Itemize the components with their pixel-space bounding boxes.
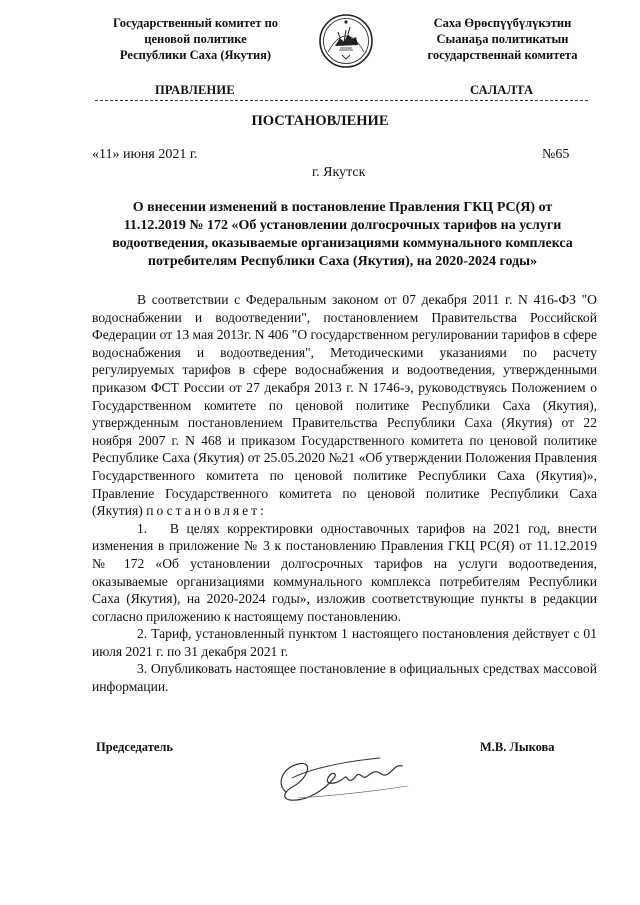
document-number: №65 — [542, 147, 570, 162]
resolves-text: постановляет: — [146, 503, 267, 519]
preamble-text: В соответствии с Федеральным законом от 07 декабря 2011 г. N 416-ФЗ "О водоснабжении и водоотведении", постановлением Правительства Российской Федерации от 13 мая 2013г. N 406 "О государственном регулировании тарифов в сфере водоснабжения и водоотведения", Методическими указаниями по расчету регулируемых тарифов в сфере водоснабжения и водоотведения, утвержденными приказом ФСТ России от 27 декабря 2013 г. N 1746-э, руководствуясь Положением о Государственном комитете по ценовой политике Республики Саха (Якутия), утвержденным постановлением Правительства Республики Саха (Якутия) от 22 ноября 2007 г. N 468 и приказом Государственного комитета по ценовой политике Республике Саха (Якутия) от 25.05.2020 №21 «Об утверждении Положения Правления Государственного комитета по ценовой политике Республики Саха (Якутия)», Правление Государственного комитета по ценовой политике Республики Саха (Якутия) — [92, 292, 597, 519]
document-city: г. Якутск — [312, 165, 366, 180]
signatory-position: Председатель — [96, 740, 174, 754]
issuer-line: Саха Өрөспүүбүлүкэтин — [433, 16, 572, 30]
board-label-yakut: САЛАЛТА — [470, 83, 534, 97]
document-body — [92, 291, 597, 696]
document-date: «11» июня 2021 г. — [92, 147, 198, 162]
issuer-line: Сыанаҕа политикатын — [436, 32, 569, 46]
resolution-item: 2. Тариф, установленный пунктом 1 настоящего постановления действует с 01 июля 2021 г. по 31 декабря 2021 г. — [92, 626, 597, 659]
issuer-line: государственнай комитета — [427, 48, 578, 62]
issuer-line: Государственный комитет по — [112, 16, 279, 30]
document-type-title: ПОСТАНОВЛЕНИЕ — [251, 113, 389, 129]
issuer-name-yakut — [400, 15, 605, 63]
header-divider — [95, 100, 588, 101]
board-label-russian: ПРАВЛЕНИЕ — [155, 83, 235, 97]
issuer-line: ценовой политике — [144, 32, 247, 46]
preamble-paragraph — [92, 291, 597, 520]
coat-of-arms-emblem — [318, 12, 374, 70]
handwritten-signature — [268, 748, 418, 808]
resolution-item: 3. Опубликовать настоящее постановление в официальных средствах массовой информации. — [92, 661, 597, 695]
issuer-name-russian — [88, 15, 303, 63]
document-subject: О внесении изменений в постановление Правления ГКЦ РС(Я) от 11.12.2019 № 172 «Об установлении долгосрочных тарифов на услуги водоотведения, оказываемые организациями коммунального комплекса потребителям Республики Саха (Якутия), на 2020-2024 годы» — [112, 200, 573, 269]
signatory-name: М.В. Лыкова — [480, 740, 555, 754]
issuer-line: Республики Саха (Якутия) — [119, 48, 272, 62]
resolution-item: 1. В целях корректировки одноставочных тарифов на 2021 год, внести изменения в приложение № 3 к постановлению Правления ГКЦ РС(Я) от 11.12.2019 № 172 «Об установлении долгосрочных тарифов на услуги водоотведения, оказываемые организациями коммунального комплекса потребителям Республики Саха (Якутия), на 2020-2024 годы», изложив соответствующие пункты в редакции согласно приложению к настоящему постановлению. — [92, 520, 597, 624]
